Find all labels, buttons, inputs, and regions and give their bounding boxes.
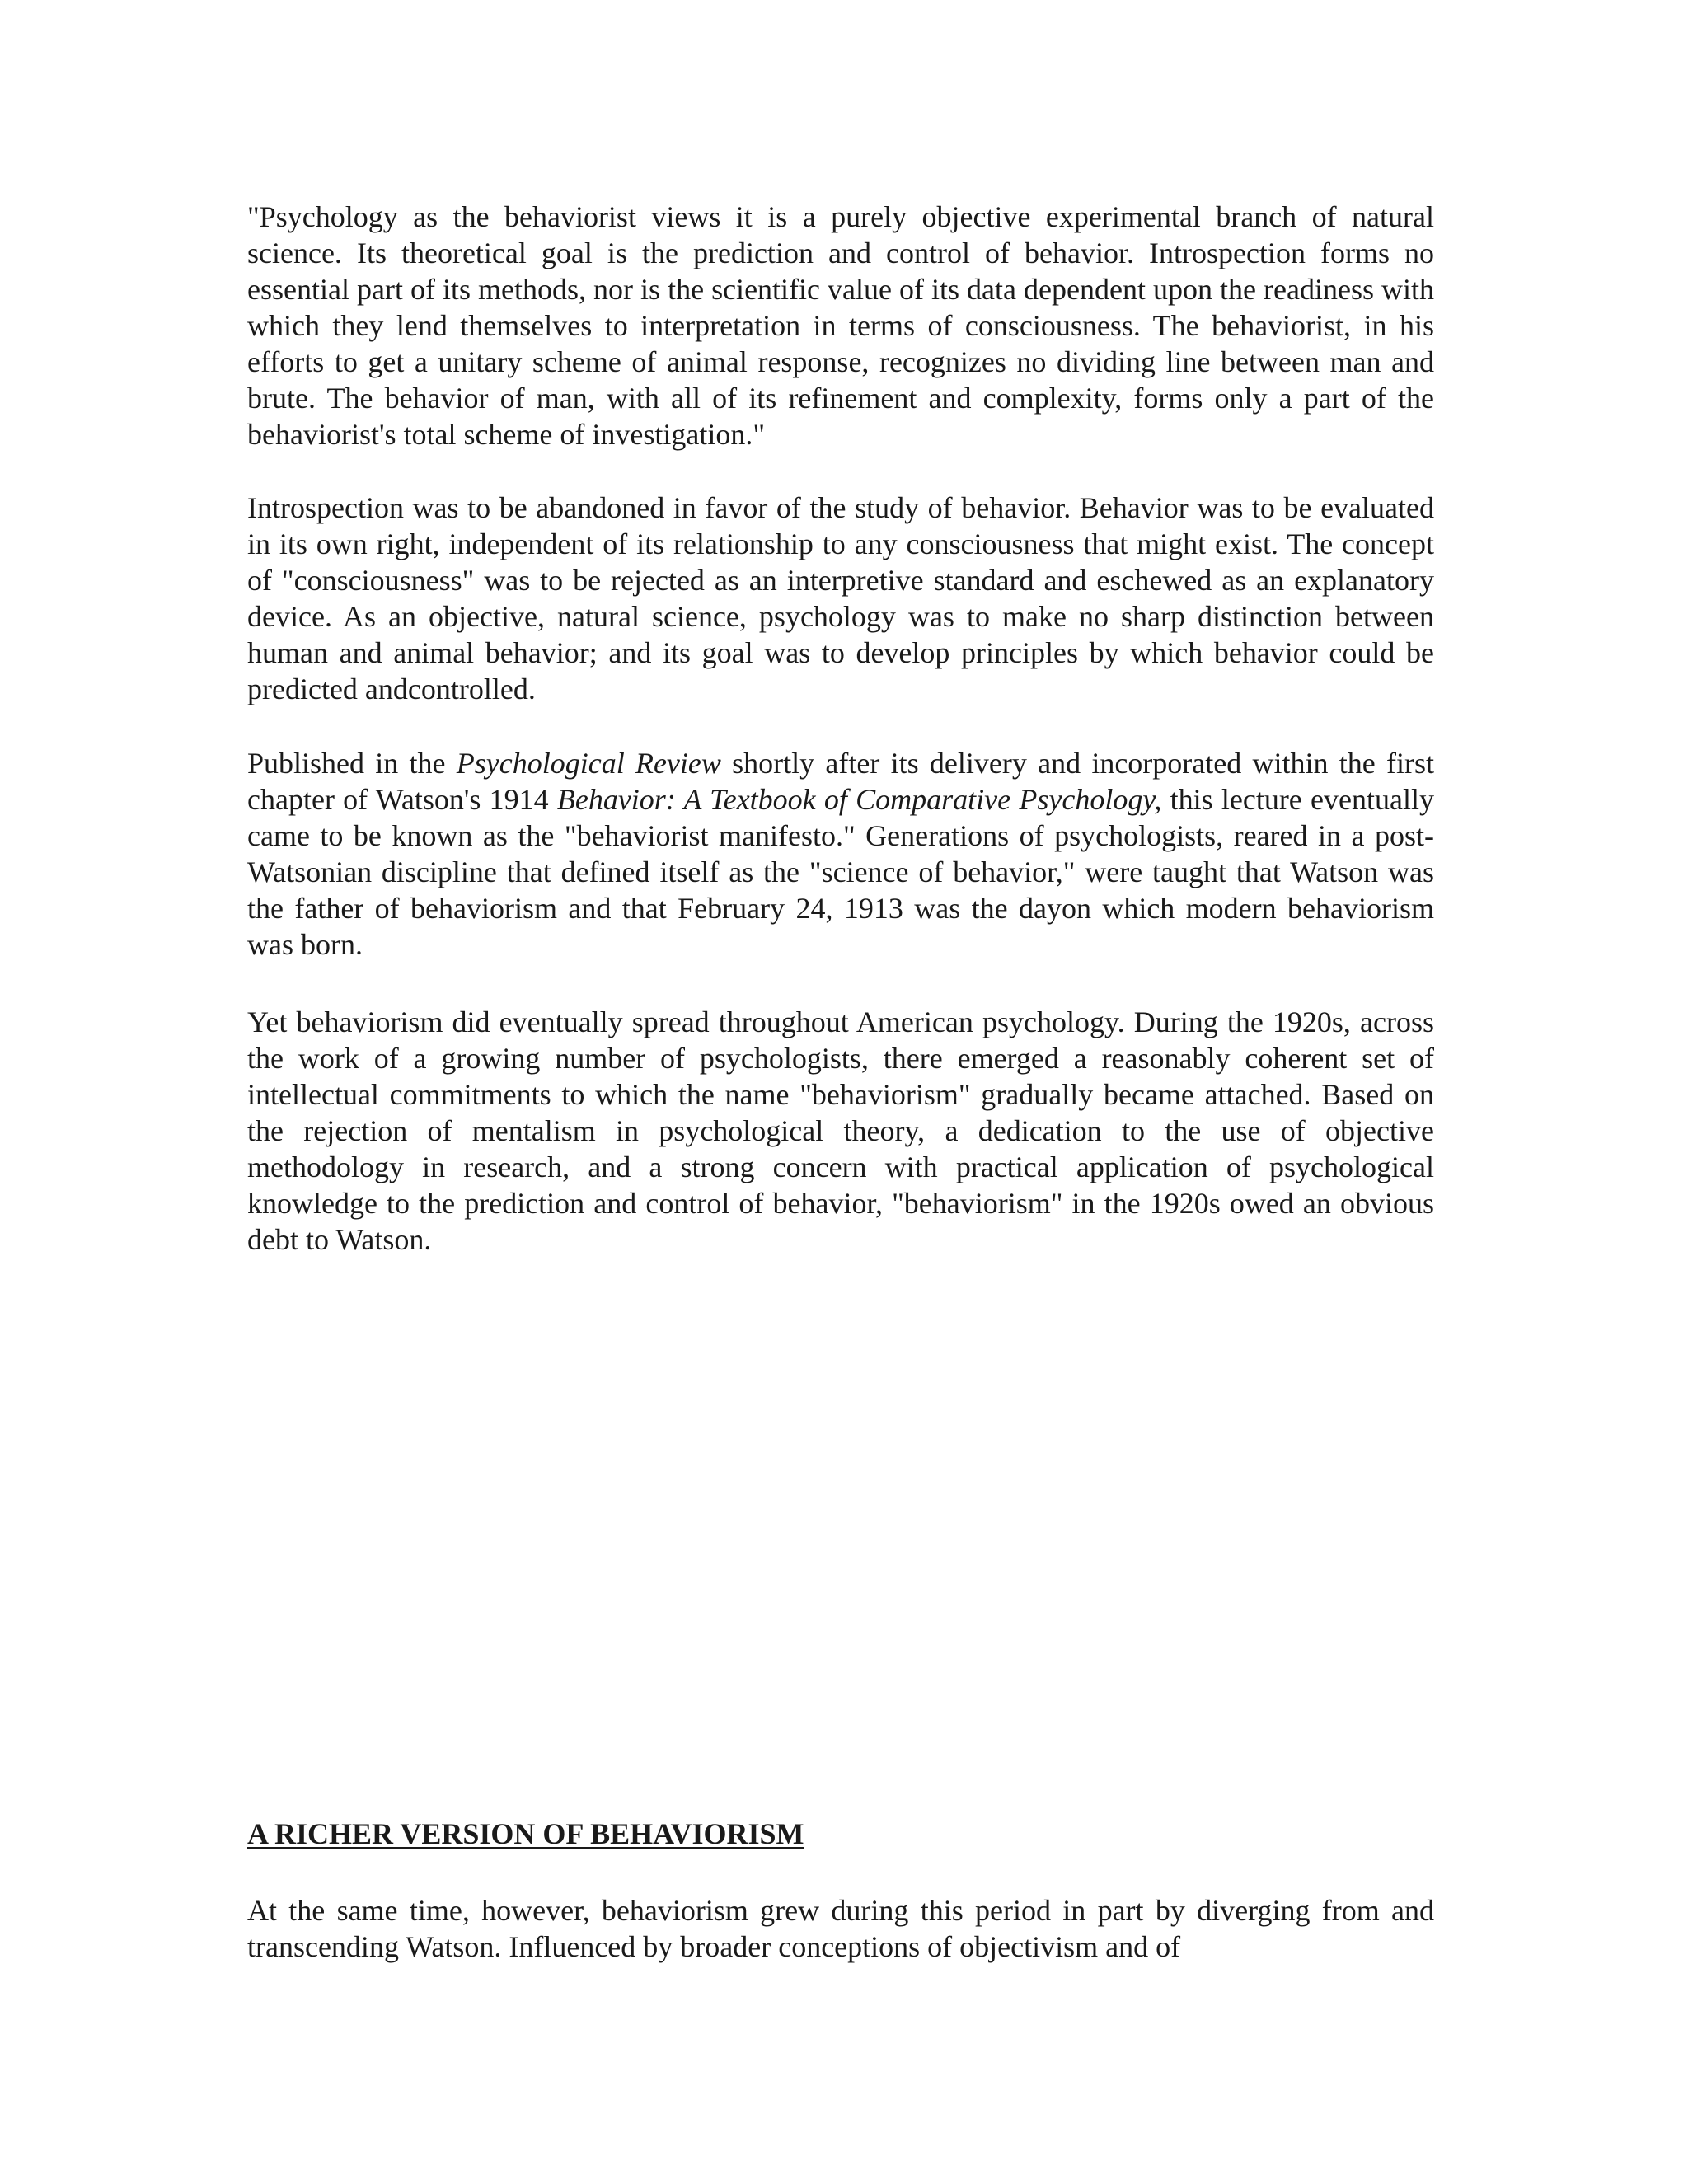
- paragraph-watson-quote: "Psychology as the behaviorist views it is a purely objective experimental branch of natural science. Its theoretical goal is the prediction and control of behavior. Introspection forms no essential part of its methods, nor is the scientific value of its data dependent upon the readiness with which they lend themselves to interpretation in terms of consciousness. The behaviorist, in his efforts to get a unitary scheme of animal response, recognizes no dividing line between man and brute. The behavior of man, with all of its refinement and complexity, forms only a part of the behaviorist's total scheme of investigation.": [247, 200, 1434, 451]
- book-title-italic: Behavior: A Textbook of Comparative Psychology,: [556, 783, 1162, 816]
- paragraph-spread: Yet behaviorism did eventually spread throughout American psychology. During the 1920s, across the work of a growing number of psychologists, there emerged a reasonably coherent set of intellectual commitments to which the name "behaviorism" gradually became attached. Based on the rejection of mentalism in psychological theory, a dedication to the use of objective methodology in research, and a strong concern with practical application of psychological knowledge to the prediction and control of behavior, "behaviorism" in the 1920s owed an obvious debt to Watson.: [247, 1005, 1434, 1256]
- journal-title-italic: Psychological Review: [456, 747, 721, 780]
- section-heading: A RICHER VERSION OF BEHAVIORISM: [247, 1817, 804, 1850]
- paragraph-same-time: At the same time, however, behaviorism grew during this period in part by diverging from and transcending Watson. Influenced by broader conceptions of objectivism and of: [247, 1894, 1434, 1963]
- paragraph-introspection: Introspection was to be abandoned in favor of the study of behavior. Behavior was to be evaluated in its own right, independent of its relationship to any consciousness that might exist. The concept of "consciousness" was to be rejected as an interpretive standard and eschewed as an explanatory device. As an objective, natural science, psychology was to make no sharp distinction between human and animal behavior; and its goal was to develop principles by which behavior could be predicted andcontrolled.: [247, 491, 1434, 705]
- paragraph-published-text-1: Published in the: [247, 747, 457, 780]
- paragraph-published-text-2: shortly after its delivery and incorporated within the first chapter of Watson's 1914: [247, 747, 1434, 816]
- paragraph-published: [247, 745, 1434, 963]
- paragraph-published-text-3: this lecture eventually came to be known as the "behaviorist manifesto." Generations of psychologists, reared in a post-Watsonian discipline that defined itself as the "science of behavior," were taught that Watson was the father of behaviorism and that February 24, 1913 was the dayon which modern behaviorism was born.: [247, 783, 1434, 961]
